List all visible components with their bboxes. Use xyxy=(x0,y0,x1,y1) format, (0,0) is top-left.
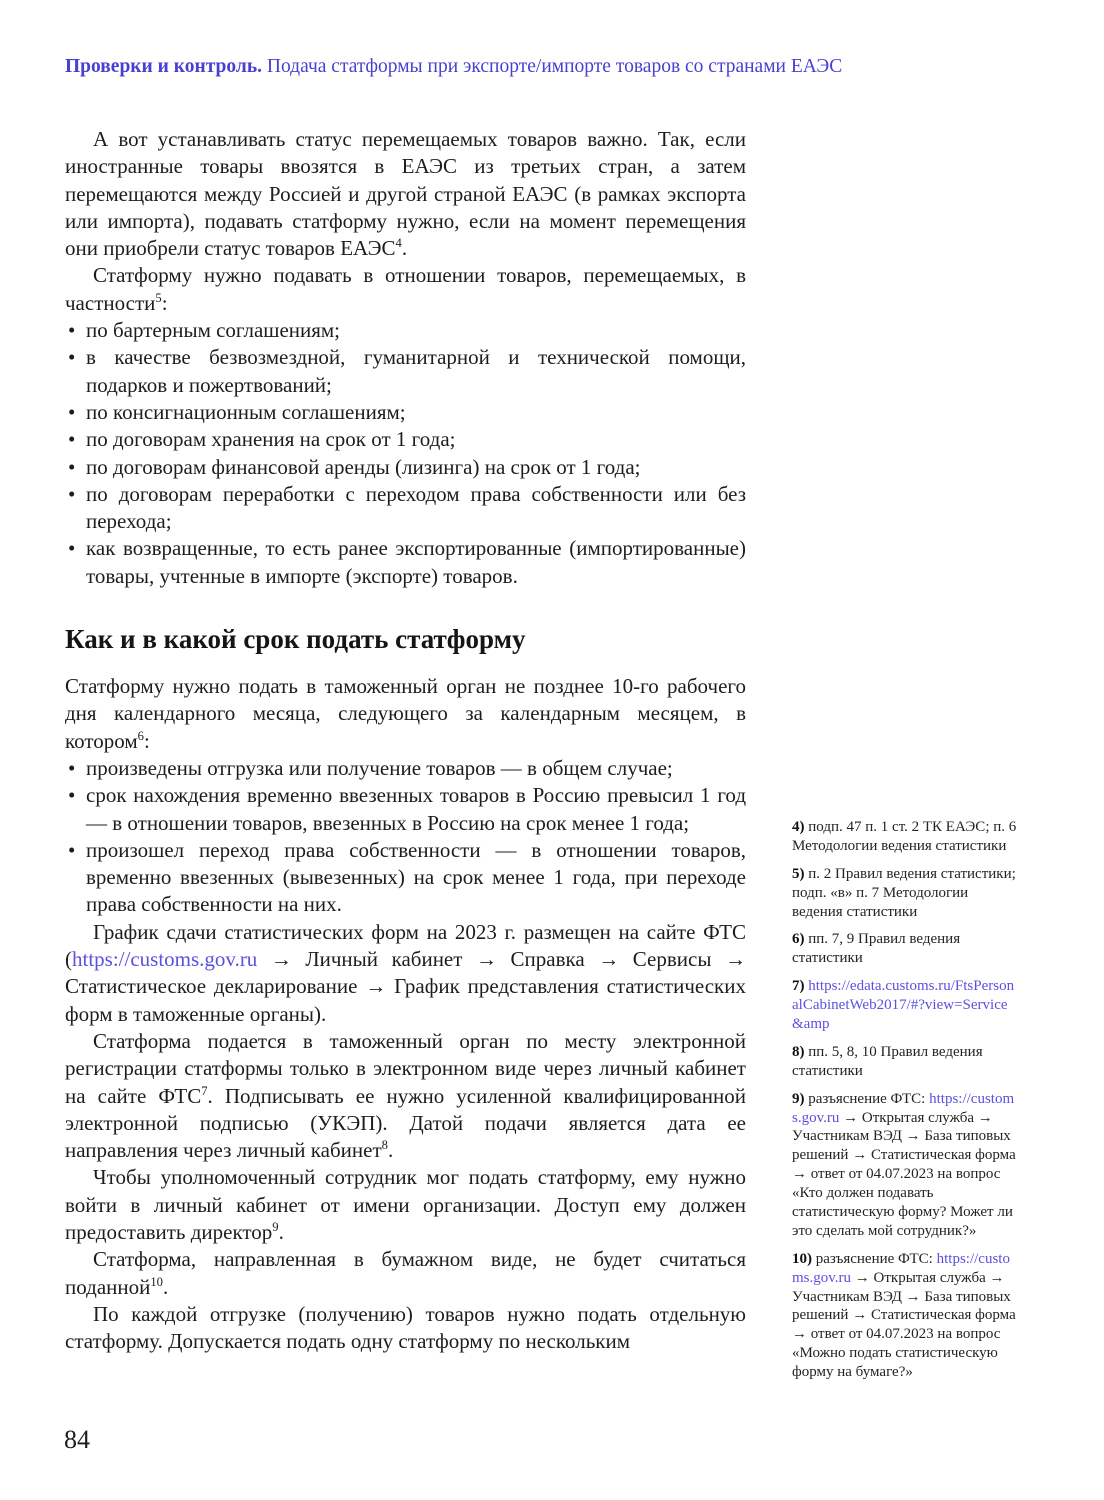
paragraph: График сдачи статистических форм на 2023 г. размещен на сайте ФТС (https://customs.gov.ru → Личный кабинет → Справка → Сервисы → Статистическое декларирование → График представления статистических форм в таможенные органы). xyxy=(65,919,746,1026)
bullet-item: • по договорам финансовой аренды (лизинга) на срок от 1 года; xyxy=(65,454,746,481)
hyperlink[interactable]: https://customs.gov.ru xyxy=(792,1090,1015,1126)
bullet-item: • как возвращенные, то есть ранее экспортированные (импортированные) товары, учтенные в импорте (экспорте) товаров. xyxy=(65,535,746,590)
paragraph: Статформу нужно подавать в отношении товаров, перемещаемых, в частности$^5$: xyxy=(65,263,746,315)
footnote-number: 6) xyxy=(792,931,809,948)
hyperlink[interactable]: https://customs.gov.ru xyxy=(72,947,258,972)
footnote-number: 7) xyxy=(792,978,809,995)
footnote: 4) подп. 47 п. 1 ст. 2 ТК ЕАЭС; п. 6 Методологии ведения статистики xyxy=(792,819,1017,854)
bullet-list xyxy=(65,317,746,590)
footnote: 8) пп. 5, 8, 10 Правил ведения статистики xyxy=(792,1043,983,1079)
paragraph: Статформу нужно подать в таможенный орган не позднее 10-го рабочего дня календарного месяца, следующего за календарным месяцем, в котором$^6$: xyxy=(65,674,746,753)
hyperlink[interactable]: https://customs.gov.ru xyxy=(792,1250,1010,1286)
footnote: 10) разъяснение ФТС: https://customs.gov.ru → Открытая служба → Участникам ВЭД → База типовых решений → Статистическая форма → ответ от 04.07.2023 на вопрос «Можно подать статистическую форму на бумаге?» xyxy=(792,1250,1016,1381)
running-header xyxy=(65,56,1065,78)
bullet-item: • произведены отгрузка или получение товаров — в общем случае; xyxy=(65,755,746,782)
bullet-item: • произошел переход права собственности — в отношении товаров, временно ввезенных (вывезенных) на срок менее 1 года, при переходе права собственности на них. xyxy=(65,837,746,919)
footnote-reference: 10 xyxy=(150,1274,163,1289)
footnote-reference: 5 xyxy=(155,290,162,305)
footnote-reference: 6 xyxy=(137,728,144,743)
bullet-item: • по договорам переработки с переходом права собственности или без перехода; xyxy=(65,481,746,536)
article-body xyxy=(65,126,746,1356)
bullet-list xyxy=(65,755,746,919)
paragraph: По каждой отгрузке (получению) товаров нужно подать отдельную статформу. Допускается подать одну статформу по нескольким xyxy=(65,1301,746,1354)
footnote-number: 5) xyxy=(792,865,809,882)
paragraph: Статформа, направленная в бумажном виде, не будет считаться поданной$^{10}$. xyxy=(65,1247,746,1299)
footnote: 9) разъяснение ФТС: https://customs.gov.ru → Открытая служба → Участникам ВЭД → База типовых решений → Статистическая форма → ответ от 04.07.2023 на вопрос «Кто должен подавать статистическую форму? Может ли это сделать мой сотрудник?» xyxy=(792,1090,1016,1239)
bullet-item: • срок нахождения временно ввезенных товаров в Россию превысил 1 год — в отношении товаров, ввезенных в Россию на срок менее 1 года; xyxy=(65,782,746,837)
footnote-number: 10) xyxy=(792,1250,816,1267)
footnote-number: 8) xyxy=(792,1043,809,1060)
footnote: 6) пп. 7, 9 Правил ведения статистики xyxy=(792,931,961,967)
footnotes-sidebar xyxy=(792,818,1017,1391)
header-title: Подача статформы при экспорте/импорте товаров со странами ЕАЭС xyxy=(266,56,843,77)
paragraph: А вот устанавливать статус перемещаемых товаров важно. Так, если иностранные товары ввозятся в ЕАЭС из третьих стран, а затем перемещаются между Россией и другой страной ЕАЭС (в рамках экспорта или импорта), подавать статформу нужно, если на момент перемещения они приобрели статус товаров ЕАЭС$^4$. xyxy=(65,127,746,261)
footnote-number: 9) xyxy=(792,1090,809,1107)
footnote-reference: 7 xyxy=(201,1083,208,1098)
bullet-item: • по договорам хранения на срок от 1 года; xyxy=(65,426,746,453)
footnote xyxy=(792,977,1017,1034)
hyperlink[interactable]: https://edata.customs.ru/FtsPersonalCabinetWeb2017/#?view=Service&amp xyxy=(792,978,1015,1033)
paragraph: Чтобы уполномоченный сотрудник мог подать статформу, ему нужно войти в личный кабинет от имени организации. Доступ ему должен предоставить директор$^9$. xyxy=(65,1165,746,1245)
footnote-reference: 8 xyxy=(381,1138,388,1153)
paragraph: Статформа подается в таможенный орган по месту электронной регистрации статформы только в электронном виде через личный кабинет на сайте ФТС$^7$. Подписывать ее нужно усиленной квалифицированной электронной подписью (УКЭП). Датой подачи является дата ее направления через личный кабинет$^8$. xyxy=(65,1028,746,1163)
bullet-item: • в качестве безвозмездной, гуманитарной и технической помощи, подарков и пожертвований; xyxy=(65,344,746,399)
header-rubric: Проверки и контроль. xyxy=(65,56,263,77)
page-number: 84 xyxy=(64,1425,90,1454)
footnote: 5) п. 2 Правил ведения статистики; подп. «в» п. 7 Методологии ведения статистики xyxy=(792,865,1016,920)
footnote-reference: 9 xyxy=(272,1220,279,1235)
footnote-number: 4) xyxy=(792,819,809,835)
bullet-item: • по консигнационным соглашениям; xyxy=(65,399,746,426)
section-heading: Как и в какой срок подать статформу xyxy=(65,624,526,655)
bullet-item: • по бартерным соглашениям; xyxy=(65,317,746,344)
footnote-reference: 4 xyxy=(395,236,402,251)
